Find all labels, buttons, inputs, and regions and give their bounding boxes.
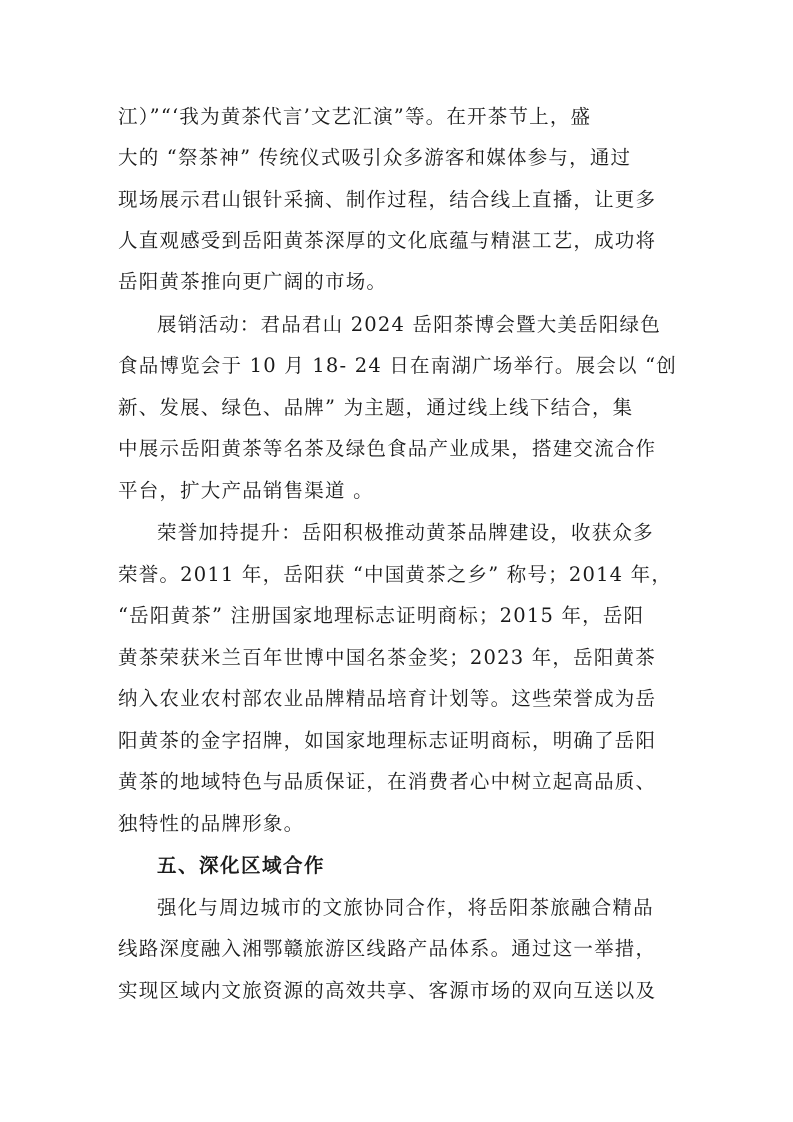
paragraph-first-line: 展销活动：君品君山 2024 岳阳茶博会暨大美岳阳绿色 [157,313,661,336]
text-line: 纳入农业农村部农业品牌精品培育计划等。这些荣誉成为岳 [118,687,657,710]
text-line: 黄茶荣获米兰百年世博中国名茶金奖；2023 年，岳阳黄茶 [118,646,656,669]
text-line: 大的 “祭茶神” 传统仪式吸引众多游客和媒体参与，通过 [118,146,632,169]
paragraph-first-line: 强化与周边城市的文旅协同合作，将岳阳茶旅融合精品 [157,896,654,919]
text-line: “岳阳黄茶” 注册国家地理标志证明商标；2015 年，岳阳 [118,604,645,627]
text-line: 新、发展、绿色、品牌” 为主题，通过线上线下结合，集 [118,396,634,419]
text-line: 食品博览会于 10 月 18- 24 日在南湖广场举行。展会以 “创 [118,354,677,377]
text-line: 江）”“‘我为黄茶代言’文艺汇演”等。在开茶节上，盛 [118,105,592,128]
text-line: 荣誉。2011 年，岳阳获 “中国黄茶之乡” 称号；2014 年， [118,563,673,586]
text-line: 线路深度融入湘鄂赣旅游区线路产品体系。通过这一举措， [118,937,657,960]
text-line: 阳黄茶的金字招牌，如国家地理标志证明商标，明确了岳阳 [118,729,657,752]
text-line: 岳阳黄茶推向更广阔的市场。 [118,270,388,293]
text-line: 实现区域内文旅资源的高效共享、客源市场的双向互送以及 [118,979,657,1002]
text-line: 现场展示君山银针采摘、制作过程，结合线上直播，让更多 [118,188,657,211]
text-line: 独特性的品牌形象。 [118,812,305,835]
text-line: 中展示岳阳黄茶等名茶及绿色食品产业成果，搭建交流合作 [118,437,657,460]
text-line: 人直观感受到岳阳黄茶深厚的文化底蕴与精湛工艺，成功将 [118,229,657,252]
text-line: 平台，扩大产品销售渠道 。 [118,479,374,502]
section-heading: 五、深化区域合作 [157,854,326,877]
text-line: 黄茶的地域特色与品质保证，在消费者心中树立起高品质、 [118,770,657,793]
paragraph-first-line: 荣誉加持提升：岳阳积极推动黄茶品牌建设，收获众多 [157,521,654,544]
